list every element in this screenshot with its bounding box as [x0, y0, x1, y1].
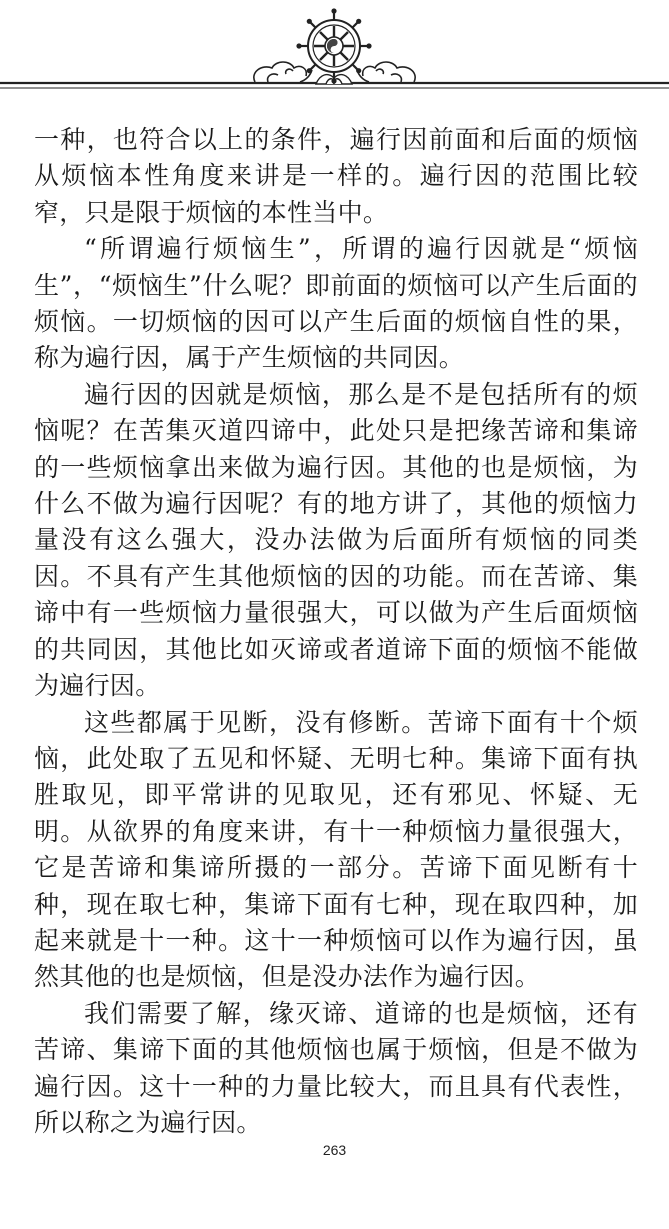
header-dharma-wheel-ornament — [0, 0, 669, 100]
paragraph: 我们需要了解，缘灭谛、道谛的也是烦恼，还有苦谛、集谛下面的其他烦恼也属于烦恼，但是不做为遍行因。这十一种的力量比较大，而且具有代表性，所以称之为遍行因。 — [34, 998, 638, 1137]
right-cloud-scroll-icon — [357, 62, 415, 82]
paragraph: 这些都属于见断，没有修断。苦谛下面有十个烦恼，此处取了五见和怀疑、无明七种。集谛下面有执胜取见，即平常讲的见取见，还有邪见、怀疑、无明。从欲界的角度来讲，有十一种烦恼力量很强大，它是苦谛和集谛所摄的一部分。苦谛下面见断有十种，现在取七种，集谛下面有七种，现在取四种，加起来就是十一种。这十一种烦恼可以作为遍行因，虽然其他的也是烦恼，但是没办法作为遍行因。 — [34, 707, 638, 992]
paragraph: “所谓遍行烦恼生”，所谓的遍行因就是“烦恼生”，“烦恼生”什么呢？即前面的烦恼可以产生后面的烦恼。一切烦恼的因可以产生后面的烦恼自性的果，称为遍行因，属于产生烦恼的共同因。 — [34, 234, 638, 373]
dharma-wheel-icon — [296, 8, 371, 83]
paragraph: 一种，也符合以上的条件，遍行因前面和后面的烦恼从烦恼本性角度来讲是一样的。遍行因的范围比较窄，只是限于烦恼的本性当中。 — [34, 125, 638, 227]
page-body-text — [34, 122, 638, 1141]
paragraph: 遍行因的因就是烦恼，那么是不是包括所有的烦恼呢？在苦集灭道四谛中，此处只是把缘苦谛和集谛的一些烦恼拿出来做为遍行因。其他的也是烦恼，为什么不做为遍行因呢？有的地方讲了，其他的烦恼力量没有这么强大，没办法做为后面所有烦恼的同类因。不具有产生其他烦恼的因的功能。而在苦谛、集谛中有一些烦恼力量很强大，可以做为产生后面烦恼的共同因，其他比如灭谛或者道谛下面的烦恼不能做为遍行因。 — [34, 379, 638, 701]
page-number: 263 — [322, 1142, 347, 1158]
left-cloud-scroll-icon — [254, 62, 312, 82]
